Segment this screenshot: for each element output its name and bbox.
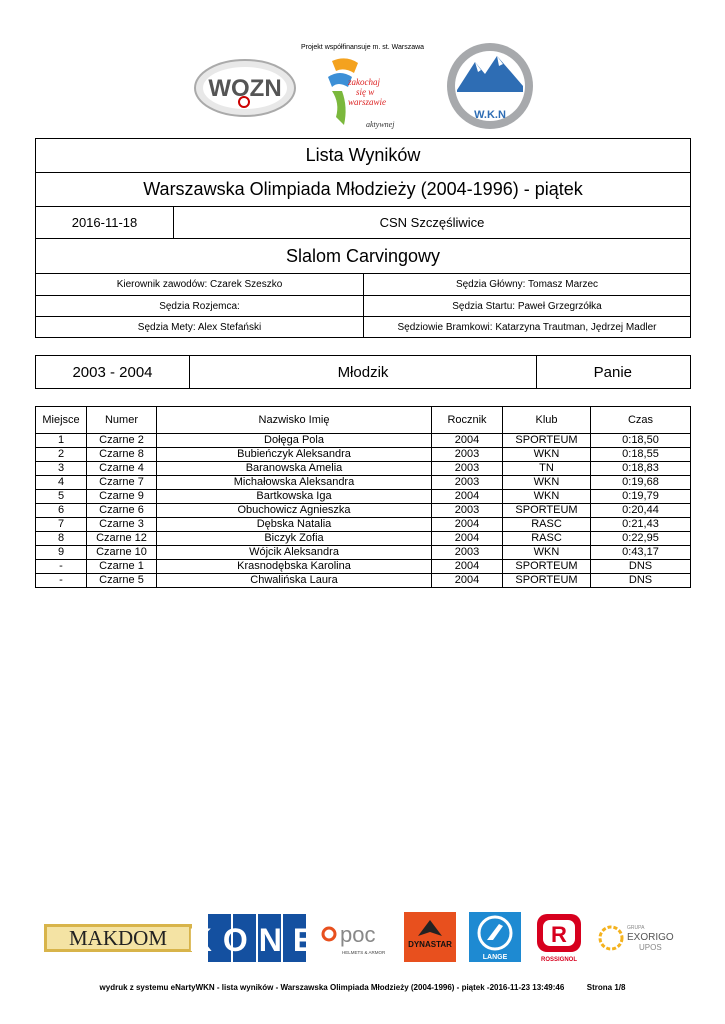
title-table: [35, 138, 691, 274]
cell-club: SPORTEUM: [503, 434, 591, 448]
table-row: [36, 518, 691, 532]
cell-place: 9: [36, 546, 87, 560]
event-date: 2016-11-18: [36, 207, 174, 239]
wkn-logo: [445, 40, 535, 132]
svg-text:EXORIGO: EXORIGO: [627, 932, 674, 943]
officials-table: [35, 273, 691, 338]
svg-text:aktywnej: aktywnej: [366, 120, 395, 129]
cell-number: Czarne 2: [87, 434, 157, 448]
cell-place: 1: [36, 434, 87, 448]
cell-time: 0:18,50: [591, 434, 691, 448]
print-footer: [35, 983, 690, 992]
col-header-year: Rocznik: [432, 407, 503, 434]
cell-number: Czarne 10: [87, 546, 157, 560]
cell-place: 6: [36, 504, 87, 518]
official-cell: Sędzia Mety: Alex Stefański: [36, 317, 364, 338]
category-table: [35, 355, 691, 389]
cell-name: Baranowska Amelia: [157, 462, 432, 476]
cell-year: 2003: [432, 476, 503, 490]
svg-text:UPOS: UPOS: [639, 943, 662, 952]
col-header-time: Czas: [591, 407, 691, 434]
cell-year: 2003: [432, 448, 503, 462]
table-row: [36, 434, 691, 448]
table-row: [36, 476, 691, 490]
cell-time: 0:22,95: [591, 532, 691, 546]
svg-text:KONE: KONE: [188, 922, 326, 958]
cell-club: RASC: [503, 532, 591, 546]
svg-text:MAKDOM: MAKDOM: [68, 926, 168, 950]
col-header-club: Klub: [503, 407, 591, 434]
table-row: [36, 504, 691, 518]
cell-name: Bubieńczyk Aleksandra: [157, 448, 432, 462]
cell-place: 4: [36, 476, 87, 490]
category-gender: Panie: [537, 356, 691, 389]
cell-time: 0:18,55: [591, 448, 691, 462]
results-table: [35, 406, 691, 588]
cell-number: Czarne 8: [87, 448, 157, 462]
cell-club: WKN: [503, 546, 591, 560]
cell-year: 2004: [432, 434, 503, 448]
svg-text:ROSSIGNOL: ROSSIGNOL: [540, 957, 578, 963]
category-years: 2003 - 2004: [36, 356, 190, 389]
cell-club: WKN: [503, 476, 591, 490]
svg-text:LANGE: LANGE: [482, 954, 508, 961]
table-row: [36, 574, 691, 588]
cell-place: 8: [36, 532, 87, 546]
svg-text:zakochaj: zakochaj: [348, 77, 380, 87]
table-row: [36, 448, 691, 462]
wozn-logo: [193, 58, 298, 120]
cell-place: 5: [36, 490, 87, 504]
discipline: Slalom Carvingowy: [36, 239, 691, 274]
page-title: Lista Wyników: [36, 139, 691, 173]
official-cell: Kierownik zawodów: Czarek Szeszko: [36, 274, 364, 296]
svg-text:DYNASTAR: DYNASTAR: [408, 940, 452, 949]
cell-place: 7: [36, 518, 87, 532]
col-header-place: Miejsce: [36, 407, 87, 434]
exorigo-upos-logo: [597, 912, 685, 964]
cell-club: SPORTEUM: [503, 560, 591, 574]
cell-number: Czarne 3: [87, 518, 157, 532]
svg-text:R: R: [551, 922, 567, 947]
svg-text:HELMETS & ARMOR: HELMETS & ARMOR: [342, 950, 386, 955]
cell-name: Krasnodębska Karolina: [157, 560, 432, 574]
cell-number: Czarne 7: [87, 476, 157, 490]
svg-text:warszawie: warszawie: [348, 97, 387, 107]
cell-name: Chwalińska Laura: [157, 574, 432, 588]
event-venue: CSN Szczęśliwice: [174, 207, 691, 239]
cell-club: WKN: [503, 448, 591, 462]
cell-time: 0:43,17: [591, 546, 691, 560]
cell-name: Dołęga Pola: [157, 434, 432, 448]
cell-place: -: [36, 560, 87, 574]
makdom-logo: [44, 912, 192, 964]
official-cell: Sędzia Główny: Tomasz Marzec: [364, 274, 691, 296]
cell-name: Bartkowska Iga: [157, 490, 432, 504]
page-number: Strona 1/8: [586, 983, 626, 992]
kone-logo: [188, 912, 326, 964]
cell-year: 2004: [432, 518, 503, 532]
cell-number: Czarne 4: [87, 462, 157, 476]
cell-number: Czarne 1: [87, 560, 157, 574]
cell-time: 0:21,43: [591, 518, 691, 532]
cell-time: 0:19,79: [591, 490, 691, 504]
cell-club: WKN: [503, 490, 591, 504]
table-row: [36, 490, 691, 504]
cell-year: 2004: [432, 560, 503, 574]
table-row: [36, 546, 691, 560]
cell-club: TN: [503, 462, 591, 476]
cell-time: 0:18,83: [591, 462, 691, 476]
cell-number: Czarne 12: [87, 532, 157, 546]
cell-place: 3: [36, 462, 87, 476]
cell-name: Obuchowicz Agnieszka: [157, 504, 432, 518]
dynastar-logo: [404, 912, 456, 964]
cell-year: 2004: [432, 574, 503, 588]
cell-year: 2003: [432, 504, 503, 518]
event-name: Warszawska Olimpiada Młodzieży (2004-1996) - piątek: [36, 173, 691, 207]
cell-year: 2003: [432, 546, 503, 560]
col-header-name: Nazwisko Imię: [157, 407, 432, 434]
col-header-number: Numer: [87, 407, 157, 434]
lange-logo: [469, 912, 521, 964]
table-row: [36, 532, 691, 546]
cell-time: DNS: [591, 574, 691, 588]
official-cell: Sędzia Startu: Paweł Grzegrzółka: [364, 296, 691, 317]
svg-text:poc: poc: [340, 922, 376, 947]
cell-name: Dębska Natalia: [157, 518, 432, 532]
cell-name: Biczyk Zofia: [157, 532, 432, 546]
footer-text: wydruk z systemu eNartyWKN - lista wyników - Warszawska Olimpiada Młodzieży (2004-1996) - piątek -2016-11-23 13:49:46: [99, 983, 565, 992]
svg-text:W.K.N: W.K.N: [474, 109, 506, 121]
category-group: Młodzik: [190, 356, 537, 389]
cell-year: 2003: [432, 462, 503, 476]
cell-time: 0:19,68: [591, 476, 691, 490]
cell-club: RASC: [503, 518, 591, 532]
official-cell: Sędziowie Bramkowi: Katarzyna Trautman, Jędrzej Madler: [364, 317, 691, 338]
cell-place: 2: [36, 448, 87, 462]
table-row: [36, 462, 691, 476]
cell-year: 2004: [432, 490, 503, 504]
cell-number: Czarne 9: [87, 490, 157, 504]
official-cell: Sędzia Rozjemca:: [36, 296, 364, 317]
cell-place: -: [36, 574, 87, 588]
poc-logo: [320, 912, 392, 964]
svg-text:GRUPA: GRUPA: [627, 925, 645, 931]
cell-year: 2004: [432, 532, 503, 546]
zakochaj-sie-w-warszawie-logo: [318, 55, 418, 133]
cell-time: 0:20,44: [591, 504, 691, 518]
cell-club: SPORTEUM: [503, 574, 591, 588]
cofinance-note: Projekt współfinansuje m. st. Warszawa: [300, 44, 425, 51]
cell-name: Wójcik Aleksandra: [157, 546, 432, 560]
rossignol-logo: [533, 912, 585, 964]
cell-number: Czarne 5: [87, 574, 157, 588]
cell-club: SPORTEUM: [503, 504, 591, 518]
cell-time: DNS: [591, 560, 691, 574]
svg-text:się w: się w: [356, 87, 375, 97]
table-row: [36, 560, 691, 574]
cell-name: Michałowska Aleksandra: [157, 476, 432, 490]
svg-text:WOZN: WOZN: [208, 75, 282, 102]
cell-number: Czarne 6: [87, 504, 157, 518]
